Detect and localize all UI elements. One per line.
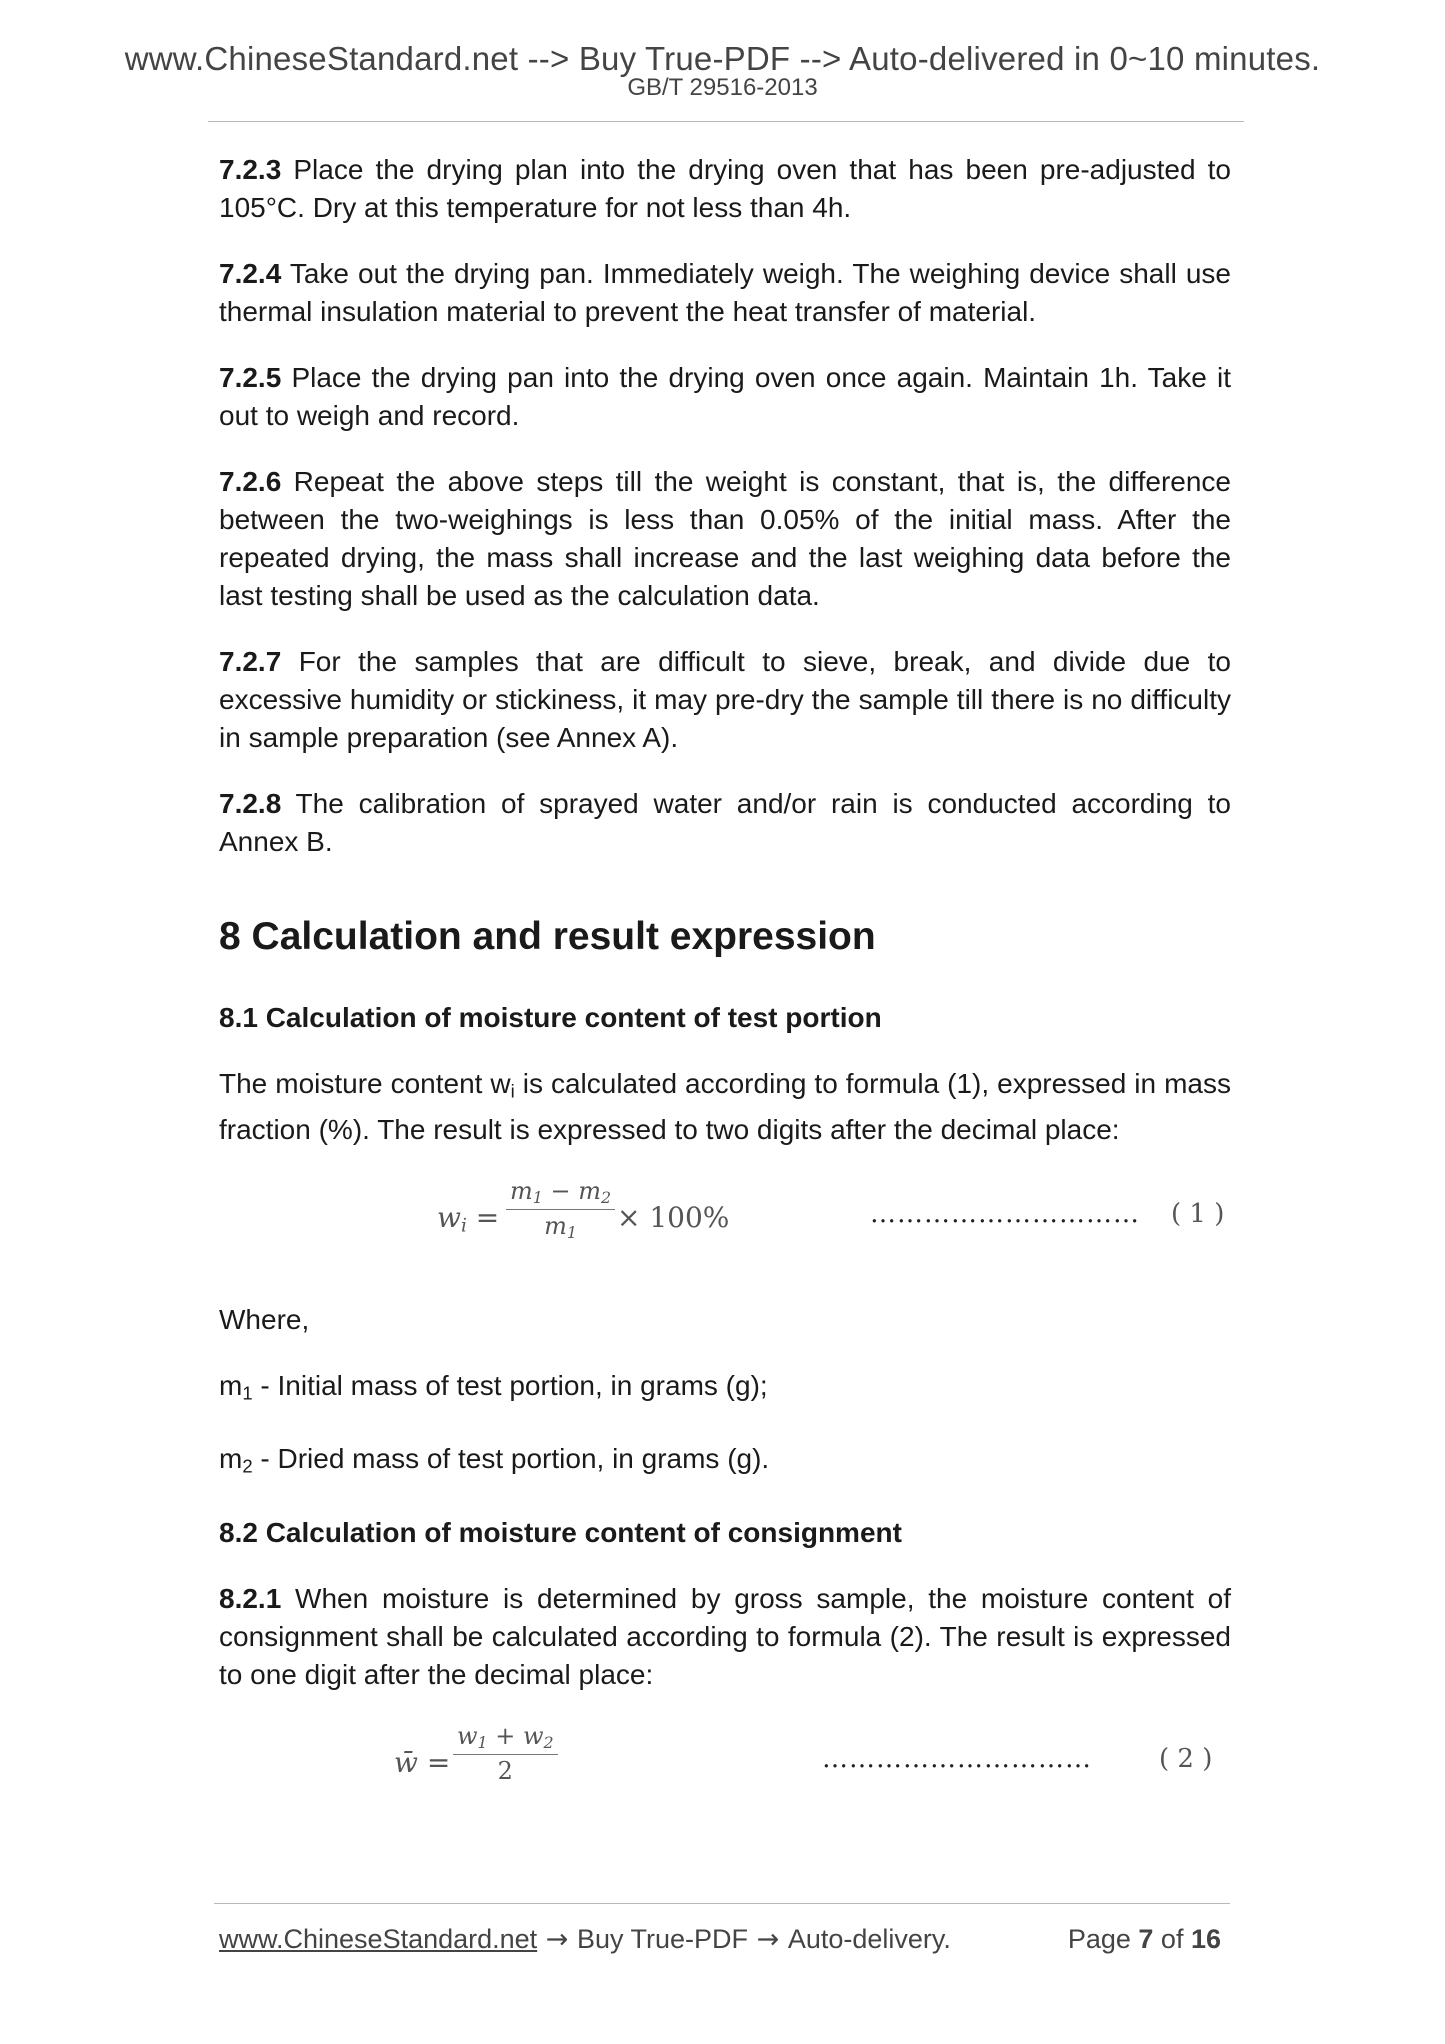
clause-text: Repeat the above steps till the weight is constant, that is, the difference between the two-weighings is less than 0.05% of the initial mass. After the repeated drying, the mass shall increase and the last weighing data before the last testing shall be used as the calculation data. (219, 466, 1231, 611)
clause-text: Place the drying plan into the drying oven that has been pre-adjusted to 105°C. Dry at this temperature for not less than 4h. (219, 154, 1231, 223)
numerator-sub-a: 1 (477, 1732, 488, 1752)
clause-number: 7.2.4 (219, 258, 282, 289)
footer-auto-text: Auto-delivery. (787, 1924, 951, 1954)
definition-m2 (219, 1440, 1231, 1486)
fraction-denominator (506, 1210, 615, 1242)
formula-2 (219, 1722, 1231, 1798)
m2-subscript: 2 (242, 1455, 253, 1477)
section-8-heading: 8 Calculation and result expression (219, 915, 876, 958)
lhs-variable: w (437, 1200, 461, 1234)
clause-7-2-6 (219, 463, 1231, 615)
m1-variable: m (219, 1369, 243, 1401)
clause-number: 7.2.6 (219, 466, 282, 497)
numerator-var-b: m (578, 1176, 601, 1205)
where-label: Where, (219, 1303, 310, 1335)
numerator-sub-b: 2 (543, 1732, 554, 1752)
equals-sign: = (466, 1200, 500, 1234)
definition-m1 (219, 1367, 1231, 1413)
formula-1-fraction (506, 1177, 615, 1242)
clause-text: Take out the drying pan. Immediately weigh. The weighing device shall use thermal insulation material to prevent the heat transfer of material. (219, 258, 1231, 327)
lhs-variable: w̄ (394, 1745, 418, 1779)
footer-divider (214, 1903, 1230, 1904)
clause-text: For the samples that are difficult to sieve, break, and divide due to excessive humidity or stickiness, it may pre-dry the sample till there is no difficulty in sample preparation (see Annex A). (219, 646, 1231, 753)
formula-1-lhs (437, 1201, 499, 1237)
subsection-8-1-heading: 8.1 Calculation of moisture content of test portion (219, 1002, 882, 1033)
formula-2-number: ( 2 ) (1159, 1743, 1213, 1774)
numerator-var-a: m (510, 1176, 533, 1205)
clause-number: 7.2.8 (219, 788, 282, 819)
page-total: 16 (1190, 1924, 1221, 1954)
formula-1-intro (219, 1065, 1231, 1149)
page-number: 7 (1138, 1924, 1154, 1954)
formula-1 (219, 1177, 1231, 1253)
of-label: of (1153, 1924, 1191, 1954)
clause-8-2-1 (219, 1580, 1231, 1694)
footer-site-link[interactable]: www.ChineseStandard.net (219, 1924, 538, 1954)
page-footer (219, 1924, 1231, 1955)
arrow-icon: → (748, 1924, 788, 1955)
clause-text: When moisture is determined by gross sample, the moisture content of consignment shall be calculated according to formula (2). The result is expressed to one digit after the decimal place: (219, 1582, 1231, 1690)
denominator-var: m (544, 1211, 567, 1240)
clause-number: 7.2.3 (219, 154, 282, 185)
intro-subscript: i (510, 1080, 515, 1102)
clause-number: 8.2.1 (219, 1582, 282, 1614)
fraction-numerator (506, 1177, 615, 1210)
formula-2-leader-dots: ………………………… (822, 1743, 1092, 1774)
clause-7-2-5 (219, 359, 1231, 435)
clause-7-2-3 (219, 151, 1231, 227)
intro-text-a: The moisture content w (219, 1068, 511, 1099)
formula-1-rhs: × 100% (617, 1200, 730, 1234)
formula-2-lhs (394, 1746, 450, 1779)
footer-buy-text: Buy True-PDF (576, 1924, 749, 1954)
equals-sign: = (417, 1745, 451, 1779)
page-label: Page (1067, 1924, 1139, 1954)
clause-7-2-7 (219, 643, 1231, 757)
clause-text: The calibration of sprayed water and/or rain is conducted according to Annex B. (219, 788, 1231, 857)
numerator-sub-a: 1 (532, 1187, 543, 1207)
formula-2-fraction (453, 1722, 558, 1785)
page-content (219, 151, 1231, 1846)
numerator-var-b: w (523, 1721, 544, 1750)
m1-definition: - Initial mass of test portion, in grams (g); (252, 1369, 768, 1401)
fraction-denominator: 2 (497, 1756, 513, 1785)
m2-definition: - Dried mass of test portion, in grams (g). (252, 1443, 770, 1475)
site-banner: www.ChineseStandard.net --> Buy True-PDF --> Auto-delivered in 0~10 minutes. (124, 40, 1321, 77)
formula-1-number: ( 1 ) (1171, 1198, 1225, 1229)
standard-code: GB/T 29516-2013 (627, 74, 818, 101)
clause-7-2-4 (219, 255, 1231, 331)
formula-1-leader-dots: ………………………… (870, 1198, 1140, 1229)
lhs-subscript: i (460, 1215, 467, 1237)
page-indicator (1068, 1924, 1221, 1955)
clause-number: 7.2.5 (219, 362, 282, 393)
denominator-sub: 1 (566, 1222, 577, 1242)
clause-text: Place the drying pan into the drying oven once again. Maintain 1h. Take it out to weigh and record. (219, 362, 1231, 431)
m2-variable: m (219, 1443, 243, 1475)
header-divider (208, 121, 1244, 122)
intro-text-b: is calculated according to formula (1), expressed in mass fraction (%). The result is expressed to two digits after the decimal place: (219, 1068, 1231, 1145)
m1-subscript: 1 (242, 1382, 253, 1404)
clause-number: 7.2.7 (219, 646, 282, 677)
numerator-var-a: w (457, 1721, 478, 1750)
minus-sign: − (542, 1176, 579, 1205)
fraction-numerator (453, 1722, 558, 1755)
plus-sign: + (487, 1721, 523, 1750)
clause-7-2-8 (219, 785, 1231, 861)
arrow-icon: → (537, 1924, 577, 1955)
numerator-sub-b: 2 (600, 1187, 612, 1207)
subsection-8-2-heading: 8.2 Calculation of moisture content of consignment (219, 1516, 902, 1548)
